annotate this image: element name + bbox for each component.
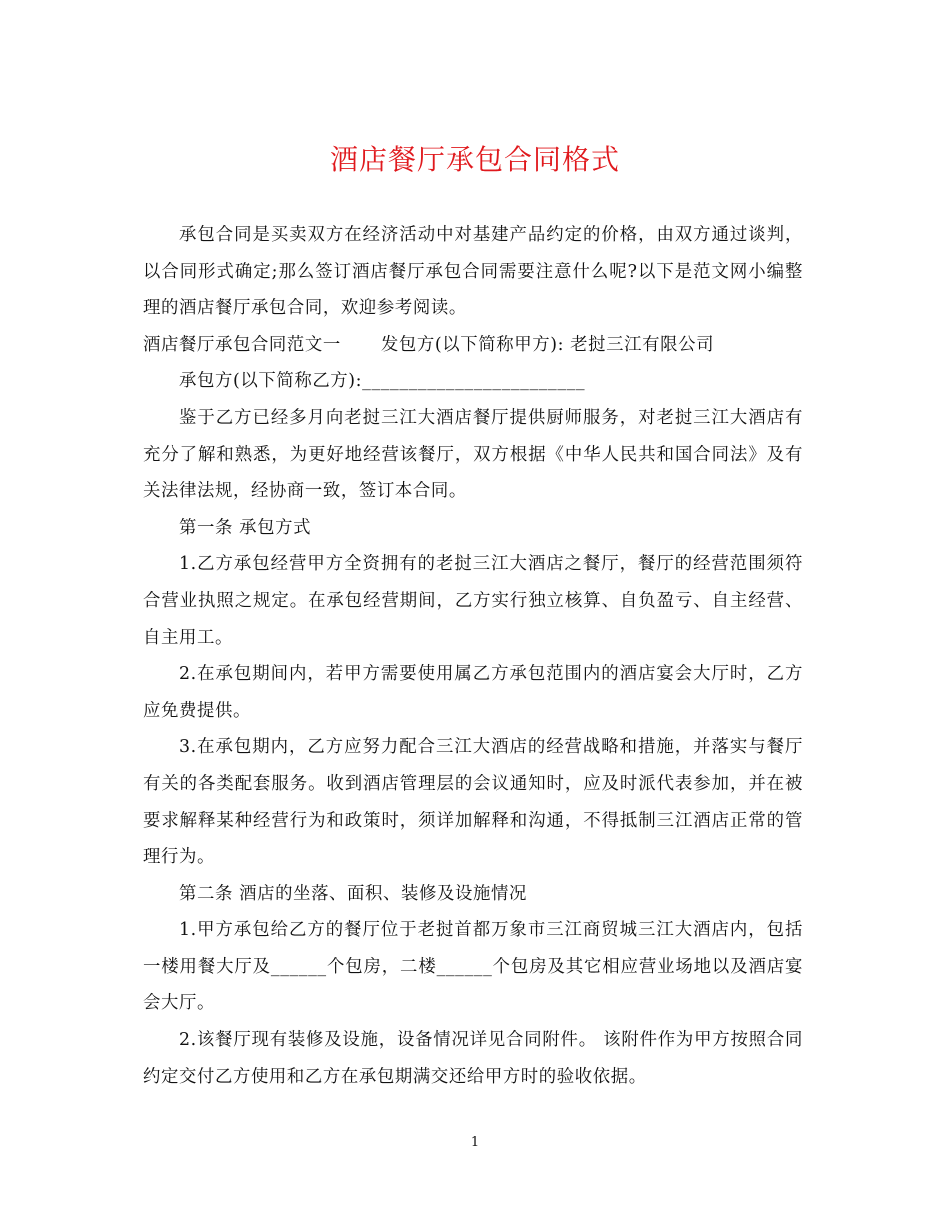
- article-2-item-2: 2.该餐厅现有装修及设施，设备情况详见合同附件。 该附件作为甲方按照合同约定交付乙方使用和乙方在承包期满交还给甲方时的验收依据。: [143, 1030, 803, 1087]
- article-2-title: 第二条 酒店的坐落、面积、装修及设施情况: [179, 883, 527, 904]
- article-1-title: 第一条 承包方式: [179, 517, 312, 538]
- article-1-item-3: 3.在承包期内，乙方应努力配合三江大酒店的经营战略和措施，并落实与餐厅有关的各类配套服务。收到酒店管理层的会议通知时，应及时派代表参加，并在被要求解释某种经营行为和政策时，须详加解释和沟通，不得抵制三江酒店正常的管理行为。: [143, 737, 803, 868]
- document-title: 酒店餐厅承包合同格式: [329, 143, 620, 176]
- page-number: 1: [470, 1135, 480, 1150]
- party-a: 发包方(以下简称甲方): 老挝三江有限公司: [380, 334, 715, 355]
- party-line: [143, 327, 803, 364]
- article-1-item-2: 2.在承包期间内，若甲方需要使用属乙方承包范围内的酒店宴会大厅时，乙方应免费提供。: [143, 664, 803, 721]
- document-body: [143, 217, 803, 1095]
- article-2-item-1: 1.甲方承包给乙方的餐厅位于老挝首都万象市三江商贸城三江大酒店内，包括一楼用餐大厅及______个包房，二楼______个包房及其它相应营业场地以及酒店宴会大厅。: [143, 920, 803, 1014]
- preamble-paragraph: 鉴于乙方已经多月向老挝三江大酒店餐厅提供厨师服务，对老挝三江大酒店有充分了解和熟悉，为更好地经营该餐厅，双方根据《中华人民共和国合同法》及有关法律法规，经协商一致，签订本合同。: [143, 407, 803, 502]
- intro-paragraph: 承包合同是买卖双方在经济活动中对基建产品约定的价格，由双方通过谈判，以合同形式确定;那么签订酒店餐厅承包合同需要注意什么呢?以下是范文网小编整理的酒店餐厅承包合同，欢迎参考阅读。: [143, 225, 803, 319]
- sample-heading: 酒店餐厅承包合同范文一: [143, 334, 341, 355]
- article-1-item-1: 1.乙方承包经营甲方全资拥有的老挝三江大酒店之餐厅，餐厅的经营范围须符合营业执照之规定。在承包经营期间，乙方实行独立核算、自负盈亏、自主经营、自主用工。: [143, 554, 803, 648]
- party-b: 承包方(以下简称乙方):________________________: [179, 371, 586, 392]
